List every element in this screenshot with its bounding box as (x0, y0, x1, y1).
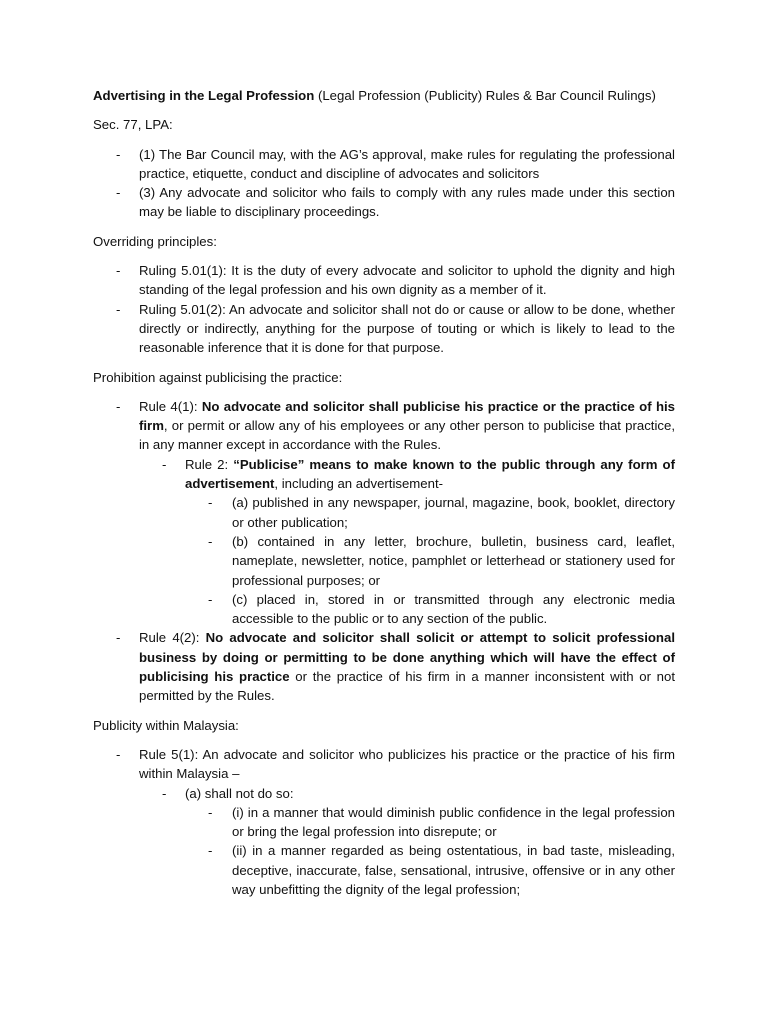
sec77-title: Sec. 77, LPA: (93, 117, 173, 133)
prohibition-title: Prohibition against publicising the practice: (93, 369, 343, 385)
list-item: - (b) contained in any letter, brochure, bulletin, business card, leaflet, nameplate, newsletter, notice, pamphlet or letterhead or stationery used for professional purposes; or (185, 532, 675, 590)
rule-4-2-item (93, 628, 675, 705)
list-item: - (3) Any advocate and solicitor who fails to comply with any rules made under this section may be liable to disciplinary proceedings. (93, 183, 675, 222)
rule-2-prefix: Rule 2: (185, 456, 234, 472)
heading-bold: Advertising in the Legal Profession (93, 88, 315, 103)
rule-4-1-rest: , or permit or allow any of his employees or any other person to publicise that practice, in any manner except in accordance with the Rules. (139, 418, 675, 453)
rule-2-sublist (185, 493, 675, 628)
list-item: - Ruling 5.01(1): It is the duty of every advocate and solicitor to uphold the dignity and high standing of the legal profession and his own dignity as a member of it. (93, 261, 675, 300)
rule-4-2-prefix: Rule 4(2): (139, 630, 206, 646)
document-heading (93, 86, 675, 105)
malaysia-title: Publicity within Malaysia: (93, 717, 239, 733)
sub-a-text: (a) shall not do so: (185, 785, 294, 801)
rule-5-1-text: Rule 5(1): An advocate and solicitor who publicizes his practice or the practice of his firm within Malaysia – (139, 746, 675, 782)
rule-2-list (139, 455, 675, 629)
rule-4-2-rest: or the practice of his firm in a manner inconsistent with or not permitted by the Rules. (139, 669, 675, 704)
sec77-list (93, 145, 675, 222)
overriding-list (93, 261, 675, 357)
list-item: - (a) published in any newspaper, journal, magazine, book, booklet, directory or other publication; (185, 493, 675, 532)
rule-4-2-bold: No advocate and solicitor shall solicit or attempt to solicit professional business by doing or permitting to be done anything which will have the effect of publicising his practice (139, 630, 675, 685)
rule-5-1-sublist (139, 784, 675, 900)
list-item: - (i) in a manner that would diminish public confidence in the legal profession or bring the legal profession into disrepute; or (185, 803, 675, 842)
list-item: - Ruling 5.01(2): An advocate and solicitor shall not do or cause or allow to be done, whether directly or indirectly, anything for the purpose of touting or which is likely to lead to the reasonable inference that it is done for that purpose. (93, 300, 675, 358)
rule-5-1-item (93, 745, 675, 899)
list-item: - (c) placed in, stored in or transmitted through any electronic media accessible to the public or to any section of the public. (185, 590, 675, 629)
list-item: - (1) The Bar Council may, with the AG’s approval, make rules for regulating the professional practice, etiquette, conduct and discipline of advocates and solicitors (93, 145, 675, 184)
rule-2-item (139, 455, 675, 629)
sub-a-item (139, 784, 675, 900)
rule-4-1-item (93, 397, 675, 629)
malaysia-list (93, 745, 675, 899)
rule-2-bold: “Publicise” means to make known to the public through any form of advertisement (185, 456, 675, 492)
rule-4-1-prefix: Rule 4(1): (139, 398, 202, 414)
overriding-title: Overriding principles: (93, 233, 217, 249)
sub-a-list (185, 803, 675, 899)
heading-rest: (Legal Profession (Publicity) Rules & Bar Council Rulings) (314, 88, 656, 103)
prohibition-list (93, 397, 675, 706)
rule-4-1-bold: No advocate and solicitor shall publicise his practice or the practice of his firm (139, 398, 675, 434)
rule-2-rest: , including an advertisement- (274, 476, 444, 492)
list-item: - (ii) in a manner regarded as being ostentatious, in bad taste, misleading, deceptive, inaccurate, false, sensational, intrusive, offensive or in any other way unbefitting the dignity of the legal profession; (185, 841, 675, 899)
document-page (93, 86, 675, 909)
